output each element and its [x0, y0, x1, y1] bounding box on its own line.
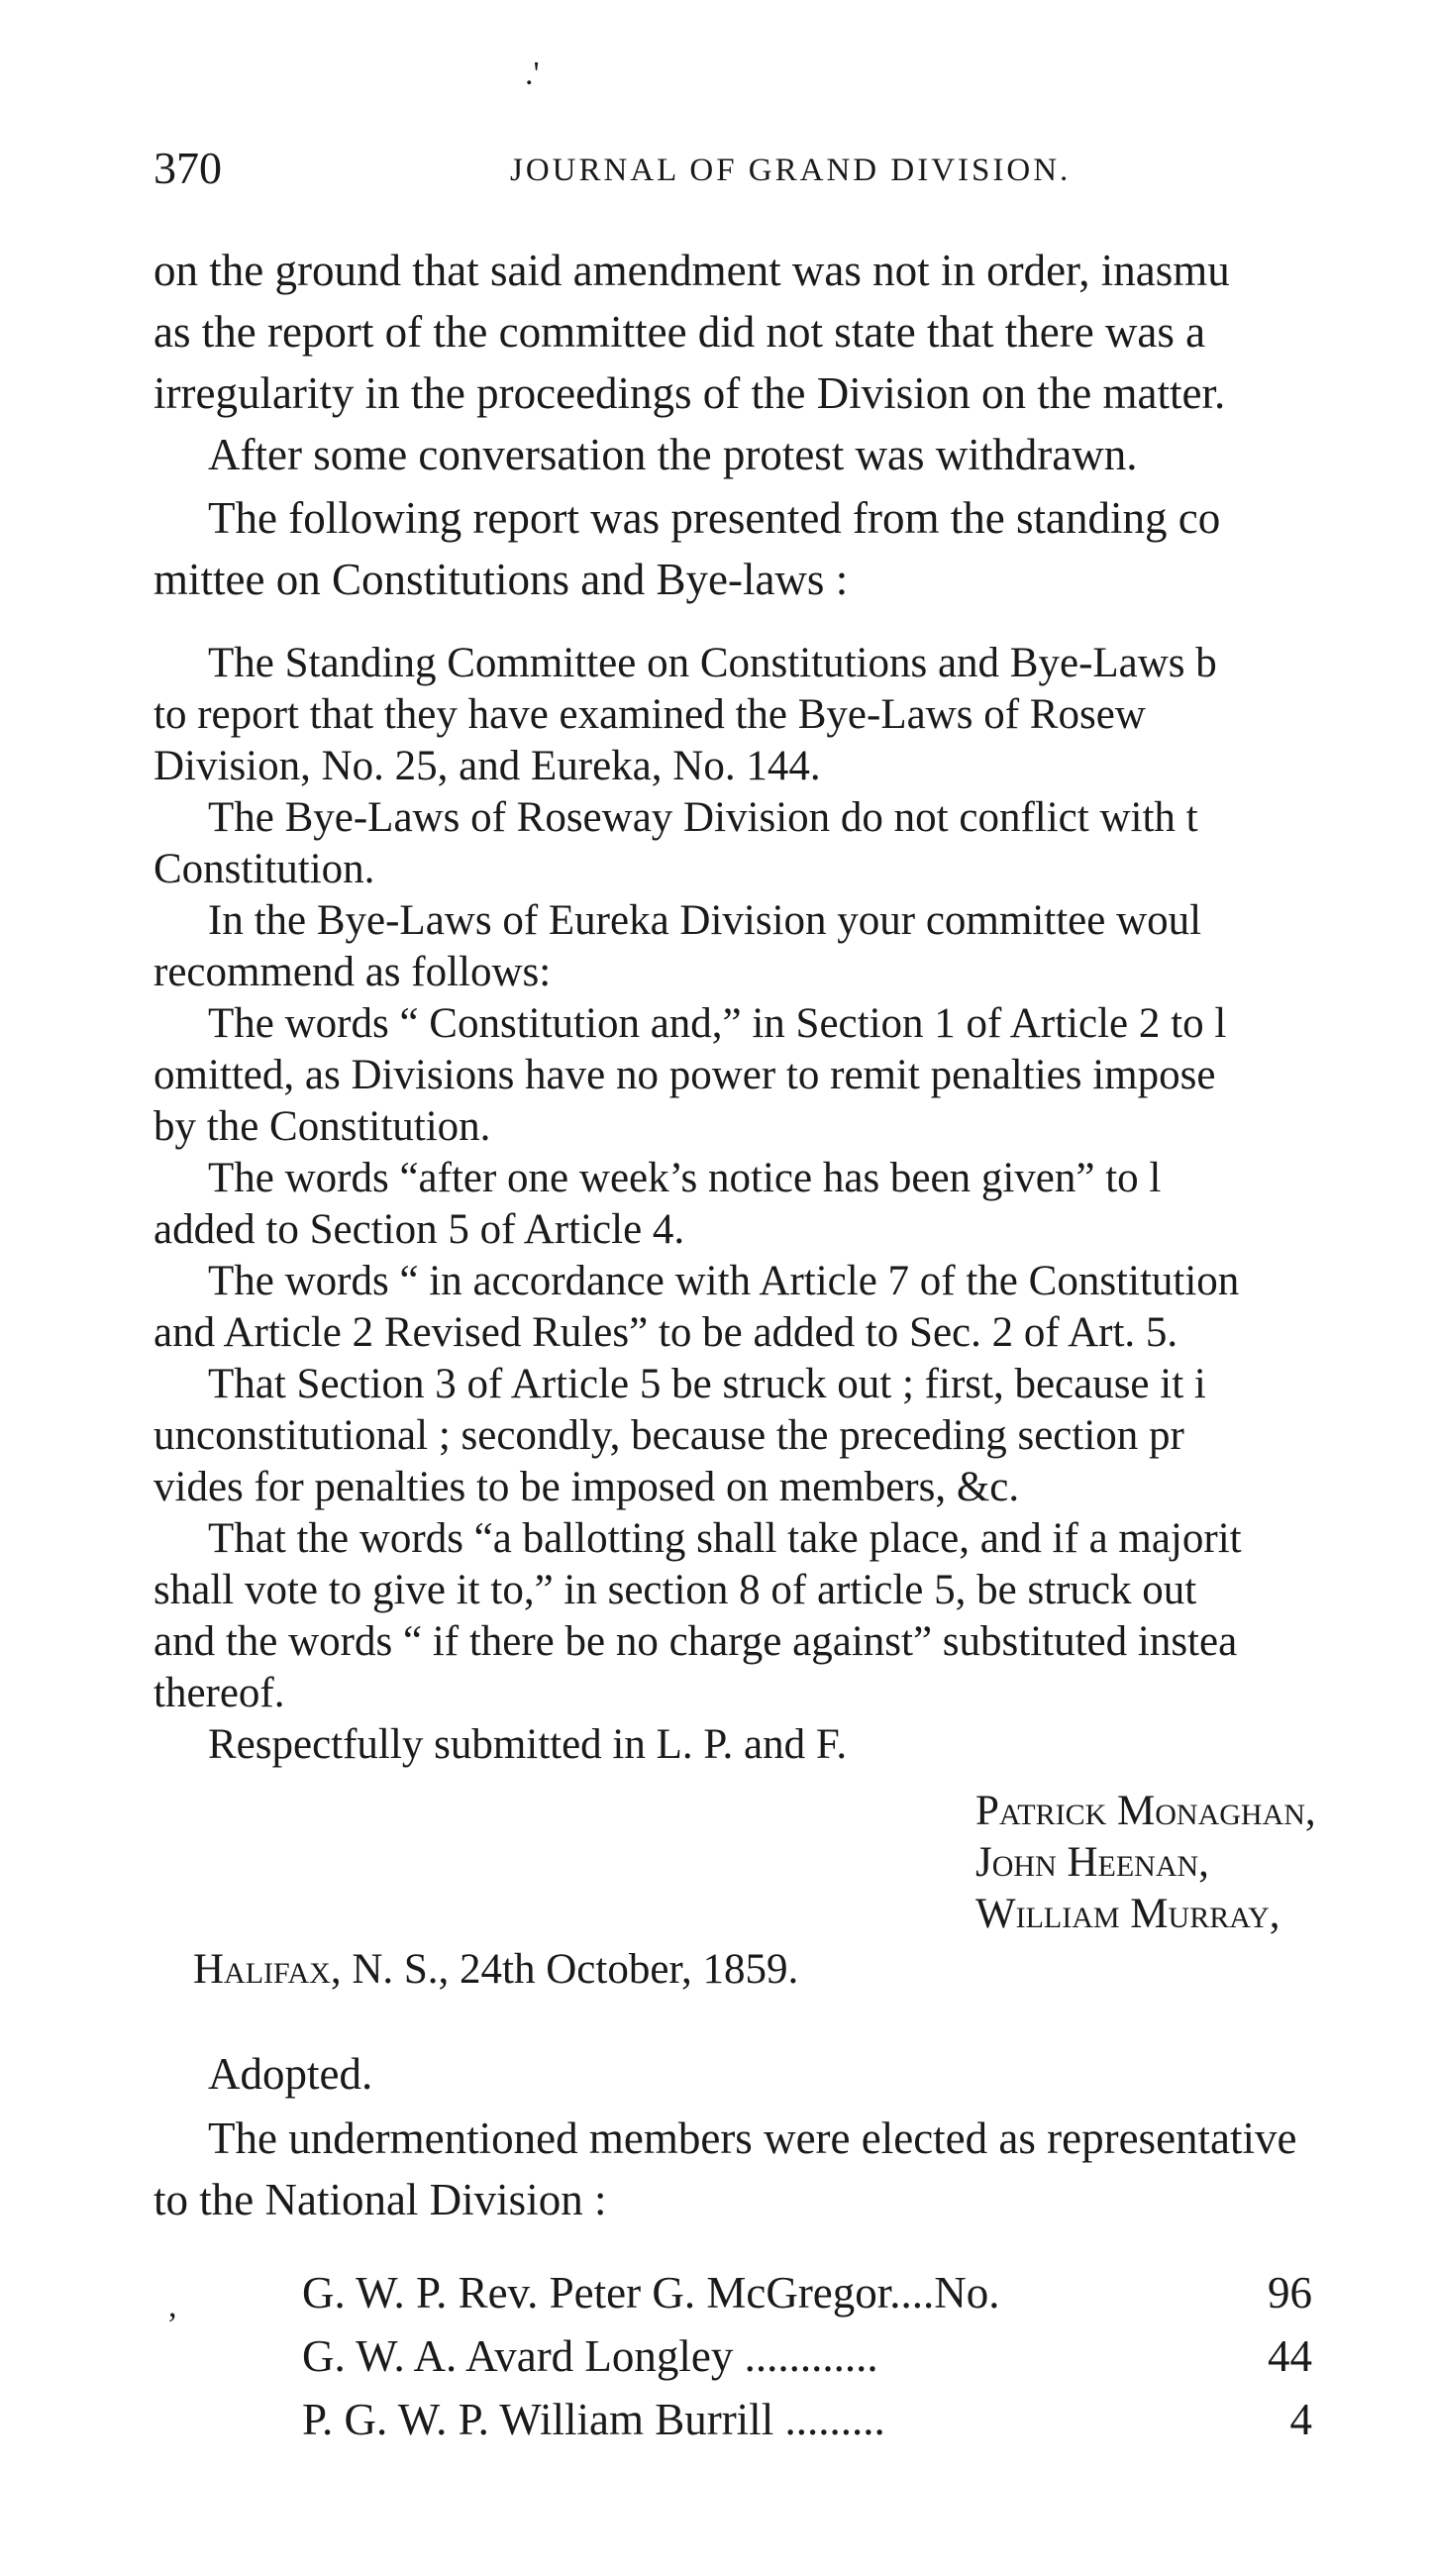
- body-line: Adopted.: [208, 2049, 373, 2099]
- signature-line: William Murray,: [975, 1891, 1280, 1937]
- signature-line: Patrick Monaghan,: [975, 1788, 1316, 1834]
- report-line: That Section 3 of Article 5 be struck out ; first, because it i: [208, 1361, 1206, 1407]
- representative-row: [302, 2264, 1312, 2321]
- report-line: The Bye-Laws of Roseway Division do not conflict with t: [208, 794, 1198, 841]
- representative-name: G. W. P. Rev. Peter G. McGregor....No.: [302, 2268, 1000, 2318]
- division-number: 44: [1268, 2331, 1312, 2381]
- representative-name: P. G. W. P. William Burrill .........: [302, 2395, 885, 2444]
- report-line: The words “ in accordance with Article 7 of the Constitution: [208, 1258, 1240, 1304]
- report-line: shall vote to give it to,” in section 8 of article 5, be struck out: [154, 1567, 1197, 1613]
- body-line: mittee on Constitutions and Bye-laws :: [154, 555, 849, 604]
- report-line: vides for penalties to be imposed on members, &c.: [154, 1464, 1020, 1510]
- report-line: and Article 2 Revised Rules” to be added to Sec. 2 of Art. 5.: [154, 1309, 1178, 1356]
- report-line: The words “after one week’s notice has been given” to l: [208, 1155, 1162, 1201]
- report-line: to report that they have examined the Bye-Laws of Rosew: [154, 691, 1146, 738]
- representative-row: [302, 2391, 1312, 2448]
- body-line: as the report of the committee did not state that there was a: [154, 307, 1206, 357]
- report-line: Division, No. 25, and Eureka, No. 144.: [154, 743, 821, 789]
- body-line: The undermentioned members were elected as representative: [208, 2113, 1297, 2163]
- print-speck: .': [525, 55, 540, 92]
- report-line: The Standing Committee on Constitutions and Bye-Laws b: [208, 640, 1217, 686]
- body-line: on the ground that said amendment was not in order, inasmu: [154, 246, 1230, 295]
- report-line: thereof.: [154, 1670, 285, 1716]
- place-date: [193, 1943, 798, 1997]
- place-name: Halifax: [193, 1946, 331, 1993]
- report-line: Constitution.: [154, 846, 375, 892]
- division-number: 4: [1289, 2395, 1312, 2444]
- report-line: unconstitutional ; secondly, because the preceding section pr: [154, 1412, 1184, 1459]
- report-line: recommend as follows:: [154, 949, 552, 995]
- signature-line: John Heenan,: [975, 1839, 1209, 1886]
- date-text: , N. S., 24th October, 1859.: [330, 1946, 799, 1993]
- body-line: The following report was presented from the standing co: [208, 493, 1221, 543]
- report-line: The words “ Constitution and,” in Section 1 of Article 2 to l: [208, 1000, 1227, 1047]
- report-line: omitted, as Divisions have no power to remit penalties impose: [154, 1052, 1216, 1098]
- body-line: to the National Division :: [154, 2175, 607, 2224]
- report-line: That the words “a ballotting shall take place, and if a majorit: [208, 1515, 1242, 1562]
- report-line: Respectfully submitted in L. P. and F.: [208, 1721, 848, 1768]
- report-line: by the Constitution.: [154, 1103, 491, 1150]
- page-number: 370: [154, 143, 222, 193]
- report-line: In the Bye-Laws of Eureka Division your committee woul: [208, 897, 1202, 944]
- representative-row: [302, 2327, 1312, 2385]
- representative-name: G. W. A. Avard Longley ............: [302, 2331, 878, 2381]
- division-number: 96: [1268, 2268, 1312, 2318]
- report-line: and the words “ if there be no charge against” substituted instea: [154, 1618, 1238, 1665]
- report-line: added to Section 5 of Article 4.: [154, 1206, 685, 1253]
- print-speck: ,: [168, 2288, 177, 2324]
- body-line: irregularity in the proceedings of the Division on the matter.: [154, 368, 1226, 418]
- body-line: After some conversation the protest was withdrawn.: [208, 430, 1138, 479]
- page-header: [154, 139, 1421, 198]
- running-head: JOURNAL OF GRAND DIVISION.: [510, 153, 1072, 188]
